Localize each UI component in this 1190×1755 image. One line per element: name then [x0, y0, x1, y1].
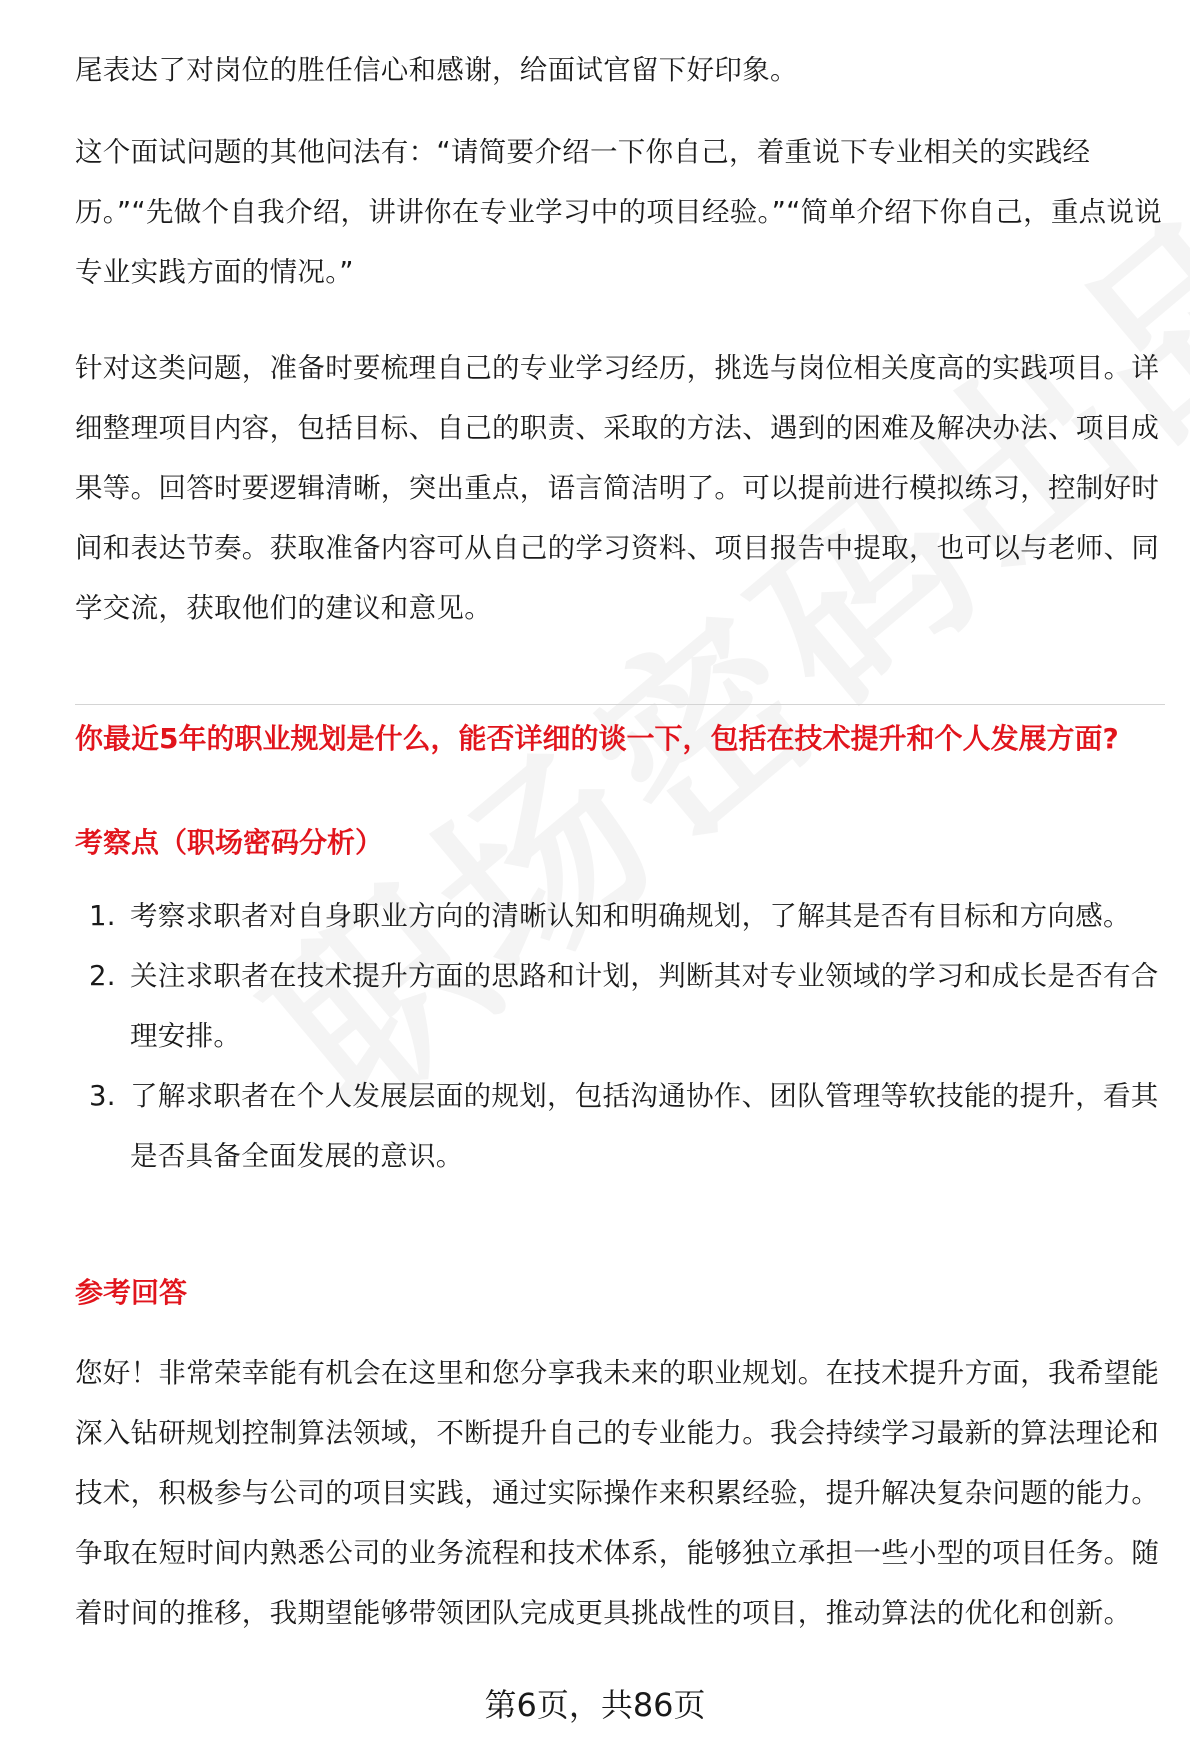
- page-footer: 第6页，共86页: [484, 1686, 706, 1724]
- paragraph-continuation: 尾表达了对岗位的胜任信心和感谢，给面试官留下好印象。: [75, 54, 798, 86]
- list-number: 2.: [89, 960, 116, 992]
- paragraph-alternative-questions: 这个面试问题的其他问法有：“请简要介绍一下你自己，着重说下专业相关的实践经历。”“先做个自我介绍，讲讲你在专业学习中的项目经验。”“简单介绍下你自己，重点说说专业实践方面的情况。”: [75, 136, 1163, 288]
- answer-heading: 参考回答: [75, 1276, 188, 1309]
- list-number: 3.: [89, 1080, 116, 1112]
- list-item-text: 关注求职者在技术提升方面的思路和计划，判断其对专业领域的学习和成长是否有合理安排。: [130, 960, 1159, 1052]
- list-item-text: 了解求职者在个人发展层面的规划，包括沟通协作、团队管理等软技能的提升，看其是否具备全面发展的意识。: [130, 1080, 1159, 1172]
- question-heading: 你最近5年的职业规划是什么，能否详细的谈一下，包括在技术提升和个人发展方面?: [75, 722, 1119, 755]
- analysis-heading: 考察点（职场密码分析）: [75, 826, 384, 859]
- paragraph-preparation-advice: 针对这类问题，准备时要梳理自己的专业学习经历，挑选与岗位相关度高的实践项目。详细整理项目内容，包括目标、自己的职责、采取的方法、遇到的困难及解决办法、项目成果等。回答时要逻辑清晰，突出重点，语言简洁明了。可以提前进行模拟练习，控制好时间和表达节奏。获取准备内容可从自己的学习资料、项目报告中提取，也可以与老师、同学交流，获取他们的建议和意见。: [75, 352, 1160, 624]
- list-number: 1.: [89, 900, 116, 932]
- section-divider: [75, 704, 1165, 705]
- list-item: [75, 1066, 1165, 1186]
- analysis-list: [75, 886, 1165, 1186]
- list-item-text: 考察求职者对自身职业方向的清晰认知和明确规划，了解其是否有目标和方向感。: [130, 900, 1131, 932]
- list-item: [75, 946, 1165, 1066]
- list-item: [75, 886, 1165, 946]
- answer-paragraph: 您好！非常荣幸能有机会在这里和您分享我未来的职业规划。在技术提升方面，我希望能深入钻研规划控制算法领域，不断提升自己的专业能力。我会持续学习最新的算法理论和技术，积极参与公司的项目实践，通过实际操作来积累经验，提升解决复杂问题的能力。争取在短时间内熟悉公司的业务流程和技术体系，能够独立承担一些小型的项目任务。随着时间的推移，我期望能够带领团队完成更具挑战性的项目，推动算法的优化和创新。: [75, 1357, 1160, 1629]
